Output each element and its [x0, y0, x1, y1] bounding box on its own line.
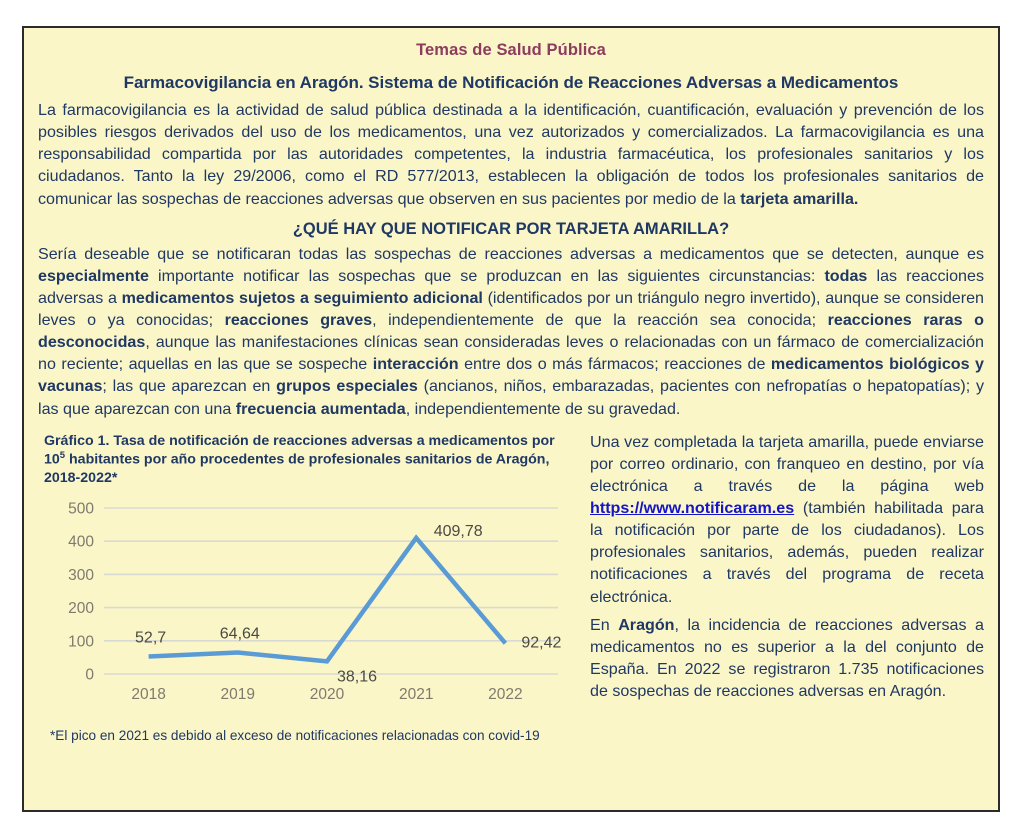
sec-text-5: , independientemente de que la reacción sea conocida;	[372, 311, 828, 329]
sec-bold-reacciones-raras: reacciones raras o desconocidas	[38, 311, 984, 352]
y-axis-tick-label: 300	[68, 566, 94, 584]
data-point-label: 92,42	[521, 634, 562, 652]
sec-bold-interaccion: interacción	[372, 355, 459, 374]
sec-bold-todas: todas	[824, 266, 868, 285]
sec-bold-seguimiento-adicional: medicamentos sujetos a seguimiento adicional	[121, 288, 483, 307]
right-text-3: En	[590, 615, 619, 634]
page-kicker: Temas de Salud Pública	[416, 41, 606, 59]
data-point-label: 64,64	[219, 625, 260, 643]
x-axis-tick-label: 2022	[488, 685, 523, 703]
y-axis-tick-label: 200	[68, 599, 94, 617]
sec-text-9: (ancianos, niños, embarazadas, pacientes con nefropatías o hepatopatías); y las que aparezcan con una	[38, 377, 985, 418]
x-axis-tick-label: 2020	[309, 685, 345, 703]
y-axis-tick-label: 0	[85, 666, 94, 684]
intro-text: La farmacovigilancia es la actividad de salud pública destinada a la identificación, cuantificación, evaluación y prevención de los posibles riesgos derivados del uso de los medicamentos, una vez autorizados y comercializados. La farmacovigilancia es una responsabilidad compartida por las autoridades competentes, la industria farmacéutica, los profesionales sanitarios y los ciudadanos. Tanto la ley 29/2006, como el RD 577/2013, establecen la obligación de todos los profesionales sanitarios de comunicar las sospechas de reacciones adversas que observen en sus pacientes por medio de la	[38, 101, 984, 208]
sec-text-7: entre dos o más fármacos; reacciones de	[458, 355, 771, 374]
sec-bold-biologicos-vacunas: medicamentos biológicos y vacunas	[38, 355, 985, 396]
chart-canvas	[38, 492, 576, 720]
right-paragraph-2	[590, 614, 984, 703]
x-axis-tick-label: 2021	[398, 685, 434, 703]
section-paragraph	[38, 243, 984, 420]
sec-bold-frecuencia-aumentada: frecuencia aumentada	[235, 399, 406, 418]
x-axis-tick-label: 2019	[220, 685, 256, 703]
right-text-1: Una vez completada la tarjeta amarilla, puede enviarse por correo ordinario, con franqueo en destino, por vía electrónica a través de la página web	[590, 432, 984, 495]
two-column-layout	[38, 429, 984, 743]
data-point-label: 52,7	[135, 629, 167, 647]
y-axis-tick-label: 500	[68, 500, 94, 518]
y-axis-tick-label: 400	[68, 533, 94, 551]
sec-text-4: (identificados por un triángulo negro invertido), aunque se consideren leves o ya conocidas;	[38, 288, 984, 329]
document-page	[22, 26, 1000, 812]
y-axis-tick-label: 100	[68, 633, 94, 651]
right-paragraph-1	[590, 431, 984, 608]
sec-text-1: Sería deseable que se notificaran todas las sospechas de reacciones adversas a medicamentos que se detecten, aunque es	[38, 244, 984, 263]
chart-caption-part2: habitantes por año procedentes de profesionales sanitarios de Aragón, 2018-2022*	[44, 451, 550, 487]
chart-column	[38, 429, 576, 743]
data-point-label: 38,16	[336, 668, 378, 686]
intro-paragraph	[38, 99, 984, 210]
sec-text-10: , independientemente de su gravedad.	[405, 399, 681, 418]
x-axis-tick-label: 2018	[131, 685, 166, 703]
sec-text-8: ; las que aparezcan en	[102, 377, 277, 396]
sec-bold-especialmente: especialmente	[38, 266, 149, 285]
section-heading: ¿QUÉ HAY QUE NOTIFICAR POR TARJETA AMARILLA?	[292, 219, 730, 238]
sec-bold-reacciones-graves: reacciones graves	[224, 311, 373, 329]
right-text-2: (también habilitada para la notificación por parte de los ciudadanos). Los profesionales sanitarios, además, pueden realizar notificaciones a través del programa de receta electrónica.	[590, 499, 984, 606]
intro-bold-tarjeta-amarilla: tarjeta amarilla.	[740, 189, 859, 208]
right-bold-aragon: Aragón	[618, 615, 675, 634]
text-column	[590, 429, 984, 743]
sec-text-3: las reacciones adversas a	[38, 266, 984, 307]
sec-text-6: , aunque las manifestaciones clínicas sean consideradas leves o relacionadas con un fármaco de comercialización no reciente; aquellas en las que se sospeche	[38, 333, 984, 374]
line-chart	[38, 492, 576, 722]
sec-bold-grupos-especiales: grupos especiales	[276, 377, 418, 396]
chart-caption-part1: Gráfico 1. Tasa de notificación de reacciones adversas a medicamentos por 10	[44, 432, 555, 468]
right-text-4: , la incidencia de reacciones adversas a medicamentos no es superior a la del conjunto de España. En 2022 se registraron 1.735 notificaciones de sospechas de reacciones adversas en Aragón.	[590, 615, 984, 700]
page-title: Farmacovigilancia en Aragón. Sistema de Notificación de Reacciones Adversas a Medicamentos	[123, 73, 899, 92]
sec-text-2: importante notificar las sospechas que se produzcan en las siguientes circunstancias:	[148, 266, 825, 285]
chart-footnote: *El pico en 2021 es debido al exceso de notificaciones relacionadas con covid-19	[50, 727, 540, 743]
data-point-label: 409,78	[433, 522, 483, 540]
data-series-line	[149, 538, 506, 661]
chart-caption-exponent: 5	[59, 450, 66, 462]
chart-caption	[44, 432, 576, 488]
notificaram-link[interactable]: https://www.notificaram.es	[590, 499, 795, 517]
